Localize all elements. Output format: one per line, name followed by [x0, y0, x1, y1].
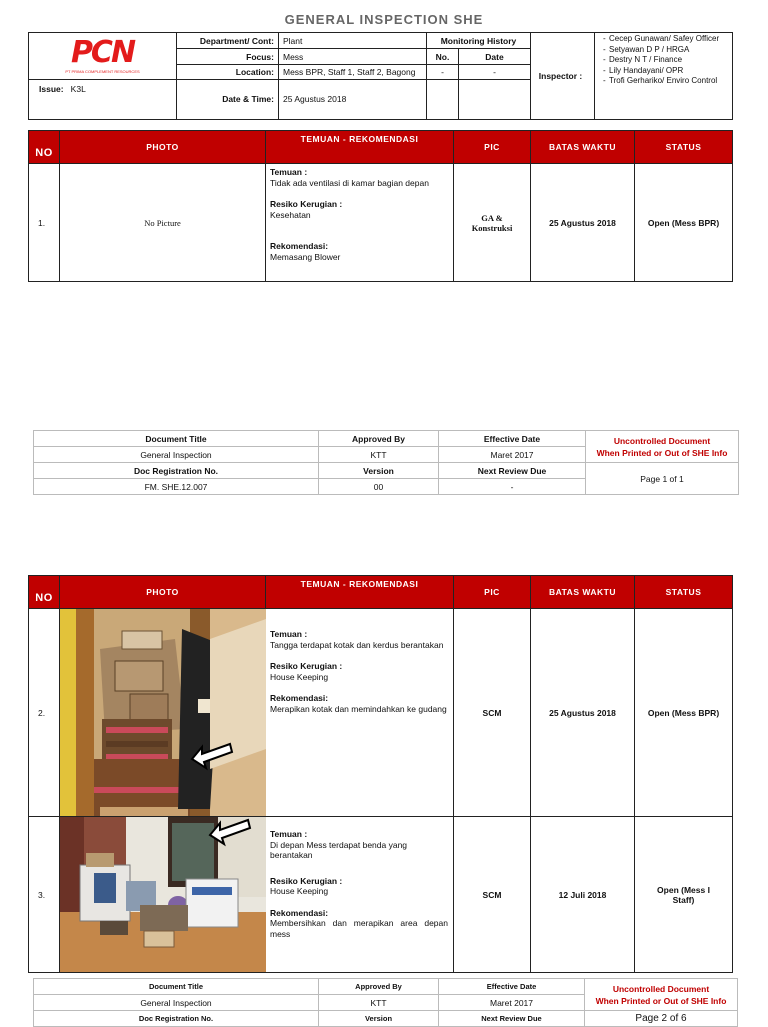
uncontrolled-line1: Uncontrolled Document	[612, 983, 710, 994]
datetime-value: 25 Agustus 2018	[279, 79, 427, 120]
date-value: -	[459, 65, 531, 79]
footer-doc-title-value: General Inspection	[34, 447, 319, 463]
datetime-label: Date & Time:	[177, 79, 279, 120]
footer-page-number: Page 2 of 6	[585, 1011, 738, 1027]
footer-effective-date-value: Maret 2017	[439, 447, 586, 463]
history-empty-cell	[459, 79, 531, 120]
footer-effective-date-label: Effective Date	[439, 431, 586, 447]
table-row	[29, 164, 733, 282]
finding-cell	[266, 164, 454, 282]
uncontrolled-notice	[586, 431, 739, 463]
location-label: Location:	[177, 65, 279, 79]
column-header-pic: PIC	[454, 576, 531, 609]
issue-value: K3L	[70, 83, 86, 94]
footer-approved-by-value: KTT	[319, 995, 439, 1011]
column-header-pic: PIC	[454, 131, 531, 164]
footer-approved-by-value: KTT	[319, 447, 439, 463]
department-label: Department/ Cont:	[177, 33, 279, 49]
rekomendasi-label: Rekomendasi:	[270, 907, 329, 918]
row-number: 1.	[29, 164, 60, 282]
footer-reg-no-value: FM. SHE.12.007	[34, 479, 319, 495]
pic-value: GA & Konstruksi	[454, 164, 531, 282]
logo-text: PCN	[70, 34, 135, 70]
pic-value: SCM	[454, 817, 531, 973]
footer-version-label: Version	[319, 463, 439, 479]
column-header-batas-waktu: BATAS WAKTU	[531, 576, 635, 609]
inspector-item: - Destry N T / Finance	[603, 55, 732, 66]
inspector-item: - Setyawan D P / HRGA	[603, 45, 732, 56]
resiko-label: Resiko Kerugian :	[270, 875, 343, 886]
row-number: 2.	[29, 609, 60, 817]
finding-cell	[266, 817, 454, 973]
temuan-text: Di depan Mess terdapat benda yang berantakan	[270, 839, 408, 860]
uncontrolled-line1: Uncontrolled Document	[613, 435, 711, 446]
column-header-status: STATUS	[635, 131, 733, 164]
batas-waktu-value: 25 Agustus 2018	[531, 609, 635, 817]
document-title: GENERAL INSPECTION SHE	[284, 12, 484, 27]
date-label: Date	[459, 49, 531, 65]
inspector-label: Inspector :	[531, 33, 595, 120]
temuan-label: Temuan :	[270, 829, 308, 839]
temuan-text: Tidak ada ventilasi di kamar bagian depan	[270, 177, 429, 188]
finding-photo-stairs	[60, 609, 266, 816]
temuan-label: Temuan :	[270, 167, 308, 177]
footer-next-review-label: Next Review Due	[439, 1011, 585, 1027]
status-value: Open (Mess BPR)	[635, 164, 733, 282]
pic-value: SCM	[454, 609, 531, 817]
footer-effective-date-value: Maret 2017	[439, 995, 585, 1011]
rekomendasi-text: Membersihkan dan merapikan area depan mess	[270, 918, 448, 939]
inspection-header	[28, 32, 733, 120]
footer-doc-title-label: Document Title	[34, 431, 319, 447]
batas-waktu-value: 12 Juli 2018	[531, 817, 635, 973]
footer-next-review-value: -	[439, 479, 586, 495]
inspector-item: - Cecep Gunawan/ Safey Officer	[603, 34, 732, 45]
column-header-batas-waktu: BATAS WAKTU	[531, 131, 635, 164]
status-value: Open (Mess I Staff)	[635, 817, 733, 973]
location-value: Mess BPR, Staff 1, Staff 2, Bagong	[279, 65, 427, 79]
footer-version-value: 00	[319, 479, 439, 495]
logo	[29, 33, 177, 80]
issue-cell	[29, 79, 177, 120]
focus-value: Mess	[279, 49, 427, 65]
document-control-footer	[33, 978, 738, 1027]
finding-cell	[266, 609, 454, 817]
row-number: 3.	[29, 817, 60, 973]
photo-cell	[60, 609, 266, 817]
table-row	[29, 609, 733, 817]
column-header-temuan: TEMUAN - REKOMENDASI	[266, 131, 454, 164]
column-header-no: NO	[29, 576, 60, 609]
footer-approved-by-label: Approved By	[319, 431, 439, 447]
resiko-text: Kesehatan	[270, 209, 311, 220]
uncontrolled-line2: When Printed or Out of SHE Info	[596, 447, 728, 458]
batas-waktu-value: 25 Agustus 2018	[531, 164, 635, 282]
department-value: Plant	[279, 33, 427, 49]
findings-table	[28, 130, 733, 282]
logo-subtext: PT PRIMA COMPLEMENT RESOURCES	[65, 68, 140, 74]
focus-label: Focus:	[177, 49, 279, 65]
inspector-item: - Trofi Gerhariko/ Enviro Control	[603, 76, 732, 87]
inspector-list	[595, 34, 732, 87]
table-row	[29, 817, 733, 973]
column-header-status: STATUS	[635, 576, 733, 609]
rekomendasi-label: Rekomendasi:	[270, 241, 329, 251]
footer-reg-no-label: Doc Registration No.	[34, 1011, 319, 1027]
footer-reg-no-label: Doc Registration No.	[34, 463, 319, 479]
temuan-text: Tangga terdapat kotak dan kerdus berantakan	[270, 639, 444, 650]
rekomendasi-text: Merapikan kotak dan memindahkan ke gudang	[270, 703, 447, 714]
inspector-list-cell	[595, 33, 733, 120]
inspector-item: - Lily Handayani/ OPR	[603, 66, 732, 77]
temuan-label: Temuan :	[270, 629, 308, 639]
resiko-text: House Keeping	[270, 671, 329, 682]
no-value: -	[427, 65, 459, 79]
column-header-no: NO	[29, 131, 60, 164]
footer-effective-date-label: Effective Date	[439, 979, 585, 995]
footer-version-label: Version	[319, 1011, 439, 1027]
photo-placeholder: No Picture	[60, 164, 266, 282]
finding-photo-front-mess	[60, 817, 266, 972]
column-header-temuan: TEMUAN - REKOMENDASI	[266, 576, 454, 609]
footer-page-number: Page 1 of 1	[586, 463, 739, 495]
monitoring-history-label: Monitoring History	[427, 33, 531, 49]
status-value: Open (Mess BPR)	[635, 609, 733, 817]
photo-cell	[60, 817, 266, 973]
resiko-text: House Keeping	[270, 886, 329, 896]
resiko-label: Resiko Kerugian :	[270, 199, 343, 209]
issue-label: Issue:	[39, 83, 64, 94]
uncontrolled-notice	[585, 979, 738, 1011]
uncontrolled-line2: When Printed or Out of SHE Info	[595, 995, 727, 1006]
history-empty-cell	[427, 79, 459, 120]
rekomendasi-label: Rekomendasi:	[270, 693, 329, 703]
column-header-photo: PHOTO	[60, 576, 266, 609]
footer-doc-title-value: General Inspection	[34, 995, 319, 1011]
rekomendasi-text: Memasang Blower	[270, 251, 341, 262]
no-label: No.	[427, 49, 459, 65]
column-header-photo: PHOTO	[60, 131, 266, 164]
findings-table	[28, 575, 733, 973]
resiko-label: Resiko Kerugian :	[270, 661, 343, 671]
document-control-footer	[33, 430, 739, 495]
footer-next-review-label: Next Review Due	[439, 463, 586, 479]
footer-approved-by-label: Approved By	[319, 979, 439, 995]
footer-doc-title-label: Document Title	[34, 979, 319, 995]
